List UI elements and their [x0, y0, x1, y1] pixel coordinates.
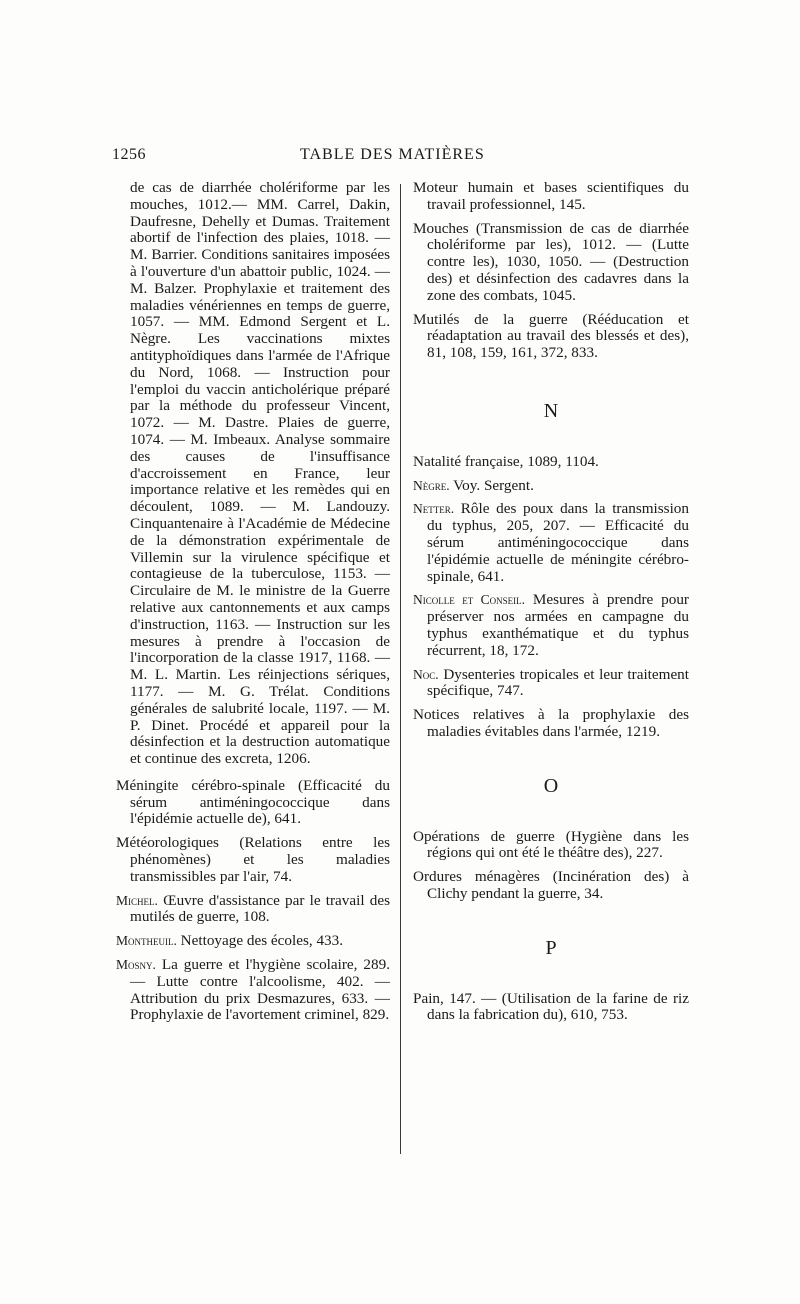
entry-text: Méningite cérébro-spinale (Efficacité du sérum antiméningococcique dans l'épidémie actuelle de), 641. [116, 776, 390, 828]
index-entry-mutiles [413, 312, 689, 362]
entry-text: Moteur humain et bases scientifiques du travail professionnel, 145. [413, 179, 689, 213]
entry-text: Œuvre d'assistance par le travail des mutilés de guerre, 108. [130, 891, 390, 926]
entry-text: Pain, 147. — (Utilisation de la farine de riz dans la fabrication du), 610, 753. [413, 989, 689, 1024]
index-entry-notices [413, 707, 689, 741]
author-name: Mosny. [116, 957, 156, 973]
entry-text: Rôle des poux dans la transmission du typhus, 205, 207. — Efficacité du sérum antiméningococcique dans l'épidémie actuelle de méningite cérébro-spinale, 641. [427, 500, 689, 585]
entry-text: Mutilés de la guerre (Rééducation et réadaptation au travail des blessés et des), 81, 108, 159, 161, 372, 833. [413, 310, 689, 362]
right-column [413, 180, 689, 1031]
page-header [112, 146, 496, 168]
page-number: 1256 [112, 146, 146, 163]
entry-text: Météorologiques (Relations entre les phénomènes) et les maladies transmissibles par l'air, 74. [116, 834, 390, 885]
entry-text: Dysenteries tropicales et leur traitement spécifique, 747. [427, 665, 689, 700]
entry-text: Mesures à prendre pour préserver nos armées en campagne du typhus exanthématique et du typhus récurrent, 18, 172. [427, 591, 689, 659]
index-entry-mouches [413, 221, 689, 305]
index-entry-natalite [413, 454, 689, 471]
author-name: Michel. [116, 892, 158, 908]
index-entry-meningite [116, 778, 390, 828]
continued-entry: de cas de diarrhée cholériforme par les mouches, 1012.— MM. Carrel, Dakin, Daufresne, Dehelly et Dumas. Traitement abortif de l'infection des plaies, 1018. — M. Barrier. Conditions sanitaires imposées à l'ouverture d'un abattoir public, 1024. — M. Balzer. Prophylaxie et traitement des maladies vénériennes en temps de guerre, 1057. — MM. Edmond Sergent et L. Nègre. Les vaccinations mixtes antityphoïdiques dans l'armée de l'Afrique du Nord, 1068. — Instruction pour l'emploi du vaccin anticholérique préparé par la méthode du professeur Vincent, 1072. — M. Dastre. Plaies de guerre, 1074. — M. Imbeaux. Analyse sommaire des causes de l'insuffisance d'accroissement en France, leur importance relative et les remèdes qui en découlent, 1089. — M. Landouzy. Cinquantenaire à l'Académie de Médecine de la démonstration expérimentale de Villemin sur la virulence spécifique et contagieuse de la tuberculose, 1153. — Circulaire de M. le ministre de la Guerre relative aux cantonnements et aux camps d'instruction, 1163. — Instruction sur les mesures à prendre à l'occasion de l'incorporation de la classe 1917, 1168. — M. L. Martin. Les réinjections sériques, 1177. — M. G. Trélat. Conditions générales de salubrité locale, 1197. — M. P. Dinet. Procédé et appareil pour la désinfection et la destruction automatique et continue des excreta, 1206. [130, 179, 390, 768]
column-divider [400, 184, 401, 1154]
index-entry-negre [413, 478, 689, 495]
author-name: Noc. [413, 666, 439, 682]
left-column [116, 180, 390, 1031]
running-title: TABLE DES MATIÈRES [300, 146, 485, 163]
index-entry-pain [413, 991, 689, 1025]
author-name: Nicolle et Conseil. [413, 592, 526, 608]
section-letter-p: P [545, 936, 557, 959]
section-letter-n: N [543, 399, 559, 422]
entry-text: Ordures ménagères (Incinération des) à Clichy pendant la guerre, 34. [413, 868, 689, 902]
entry-text: La guerre et l'hygiène scolaire, 289. — Lutte contre l'alcoolisme, 402. — Attribution du prix Desmazures, 633. — Prophylaxie de l'avortement criminel, 829. [130, 956, 390, 1024]
author-name: Montheuil. [116, 933, 177, 949]
author-name: Nègre. [413, 477, 450, 493]
index-entry-michel [116, 893, 390, 927]
entry-text: Mouches (Transmission de cas de diarrhée cholériforme par les), 1012. — (Lutte contre les), 1030, 1050. — (Destruction des) et désinfection des cadavres dans la zone des combats, 1045. [413, 219, 689, 304]
index-entry-netter [413, 501, 689, 585]
index-entry-ordures [413, 869, 689, 903]
index-entry-moteur [413, 180, 689, 214]
entry-text: Natalité française, 1089, 1104. [413, 452, 599, 470]
entry-text: Voy. Sergent. [449, 476, 534, 494]
author-name: Netter. [413, 501, 455, 517]
entry-text: Opérations de guerre (Hygiène dans les régions qui ont été le théâtre des), 227. [413, 827, 689, 862]
entry-text: Notices relatives à la prophylaxie des maladies évitables dans l'armée, 1219. [413, 706, 689, 740]
index-entry-operations [413, 829, 689, 863]
index-entry-montheuil [116, 933, 390, 950]
section-letter-o: O [543, 774, 559, 797]
entry-text: Nettoyage des écoles, 433. [176, 932, 344, 950]
index-entry-mosny [116, 957, 390, 1024]
index-entry-noc [413, 667, 689, 701]
index-entry-meteorologiques [116, 835, 390, 885]
index-entry-nicolle-conseil [413, 592, 689, 659]
